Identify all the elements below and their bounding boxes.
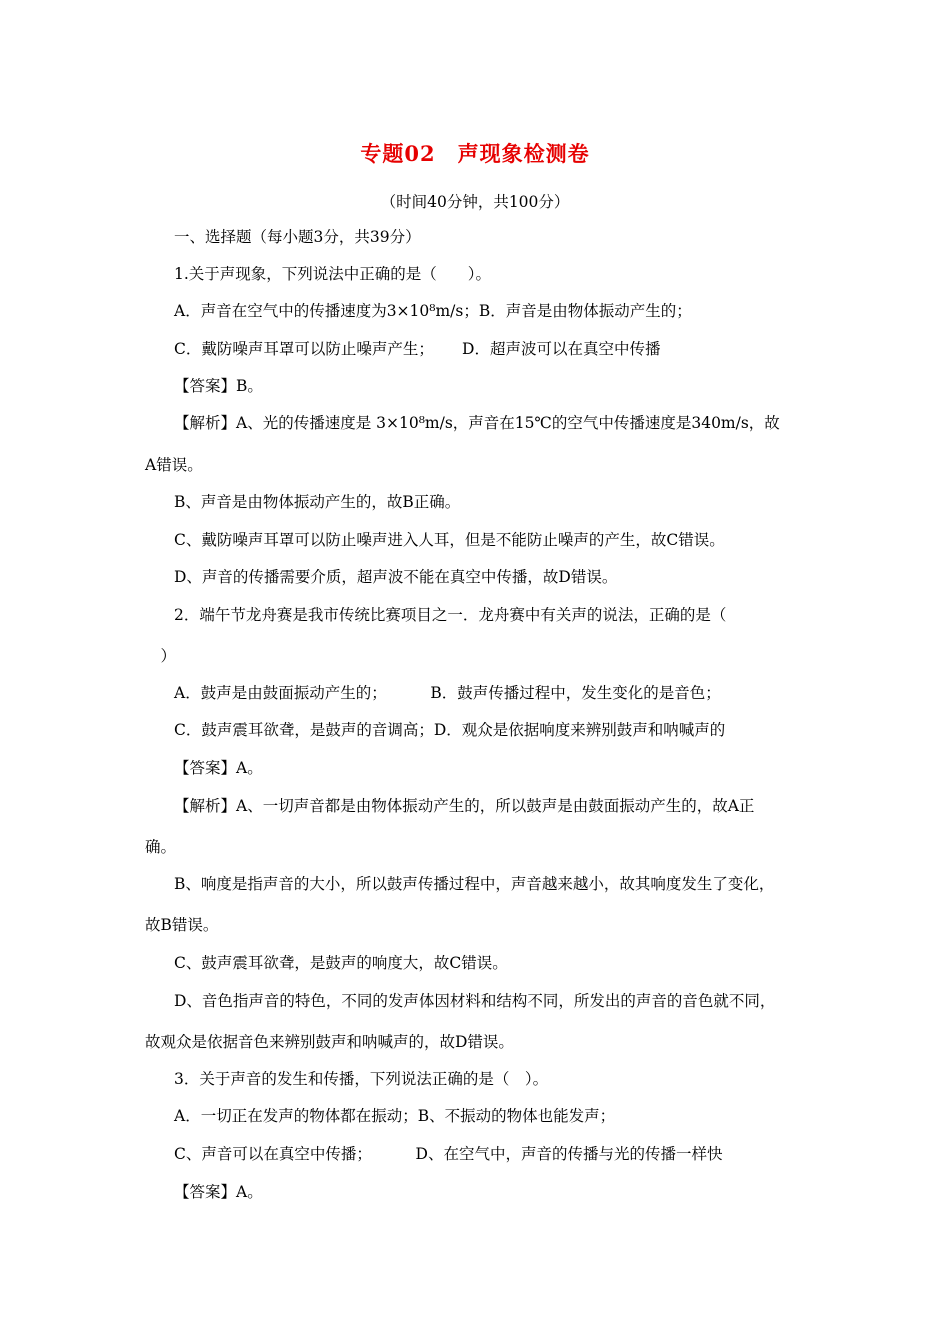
exam-time-note: （时间40分钟，共100分） bbox=[380, 193, 570, 211]
q3-options-ab: A．一切正在发声的物体都在振动；B、不振动的物体也能发声； bbox=[174, 1107, 616, 1125]
q2-options-ab: A．鼓声是由鼓面振动产生的； B．鼓声传播过程中，发生变化的是音色； bbox=[174, 684, 721, 702]
q2-analysis-b-cont: 故B错误。 bbox=[145, 916, 219, 934]
q2-analysis-d: D、音色指声音的特色，不同的发声体因材料和结构不同，所发出的声音的音色就不同， bbox=[174, 992, 776, 1010]
question-1: 1.关于声现象，下列说法中正确的是（ ）。 bbox=[174, 265, 492, 283]
q2-answer: 【答案】A。 bbox=[174, 759, 263, 777]
section-heading: 一、选择题（每小题3分，共39分） bbox=[174, 228, 421, 246]
question-3: 3．关于声音的发生和传播，下列说法正确的是（ ）。 bbox=[174, 1070, 549, 1088]
q3-answer: 【答案】A。 bbox=[174, 1183, 263, 1201]
question-2: 2．端午节龙舟赛是我市传统比赛项目之一．龙舟赛中有关声的说法，正确的是（ bbox=[174, 606, 727, 624]
q1-analysis-cont: A错误。 bbox=[145, 456, 203, 474]
page-title: 专题02 声现象检测卷 bbox=[360, 141, 590, 166]
q2-analysis: 【解析】A、一切声音都是由物体振动产生的，所以鼓声是由鼓面振动产生的，故A正 bbox=[174, 797, 755, 815]
q1-analysis-b: B、声音是由物体振动产生的，故B正确。 bbox=[174, 493, 461, 511]
q2-analysis-cont: 确。 bbox=[145, 838, 177, 856]
q2-analysis-b: B、响度是指声音的大小，所以鼓声传播过程中，声音越来越小，故其响度发生了变化， bbox=[174, 875, 775, 893]
q3-options-cd: C、声音可以在真空中传播； D、在空气中，声音的传播与光的传播一样快 bbox=[174, 1145, 723, 1163]
q1-analysis: 【解析】A、光的传播速度是 3×10⁸m/s，声音在15℃的空气中传播速度是340m/s，故 bbox=[174, 414, 780, 432]
q1-options-ab: A．声音在空气中的传播速度为3×10⁸m/s；B．声音是由物体振动产生的； bbox=[174, 302, 692, 320]
q1-analysis-d: D、声音的传播需要介质，超声波不能在真空中传播，故D错误。 bbox=[174, 568, 618, 586]
q1-analysis-c: C、戴防噪声耳罩可以防止噪声进入人耳，但是不能防止噪声的产生，故C错误。 bbox=[174, 531, 725, 549]
q2-analysis-d-cont: 故观众是依据音色来辨别鼓声和呐喊声的，故D错误。 bbox=[145, 1033, 514, 1051]
q1-answer: 【答案】B。 bbox=[174, 377, 263, 395]
q1-options-cd: C．戴防噪声耳罩可以防止噪声产生； D．超声波可以在真空中传播 bbox=[174, 340, 661, 358]
q2-analysis-c: C、鼓声震耳欲聋，是鼓声的响度大，故C错误。 bbox=[174, 954, 508, 972]
q2-options-cd: C．鼓声震耳欲聋，是鼓声的音调高；D．观众是依据响度来辨别鼓声和呐喊声的 bbox=[174, 721, 726, 739]
question-2-cont: ） bbox=[145, 647, 177, 665]
